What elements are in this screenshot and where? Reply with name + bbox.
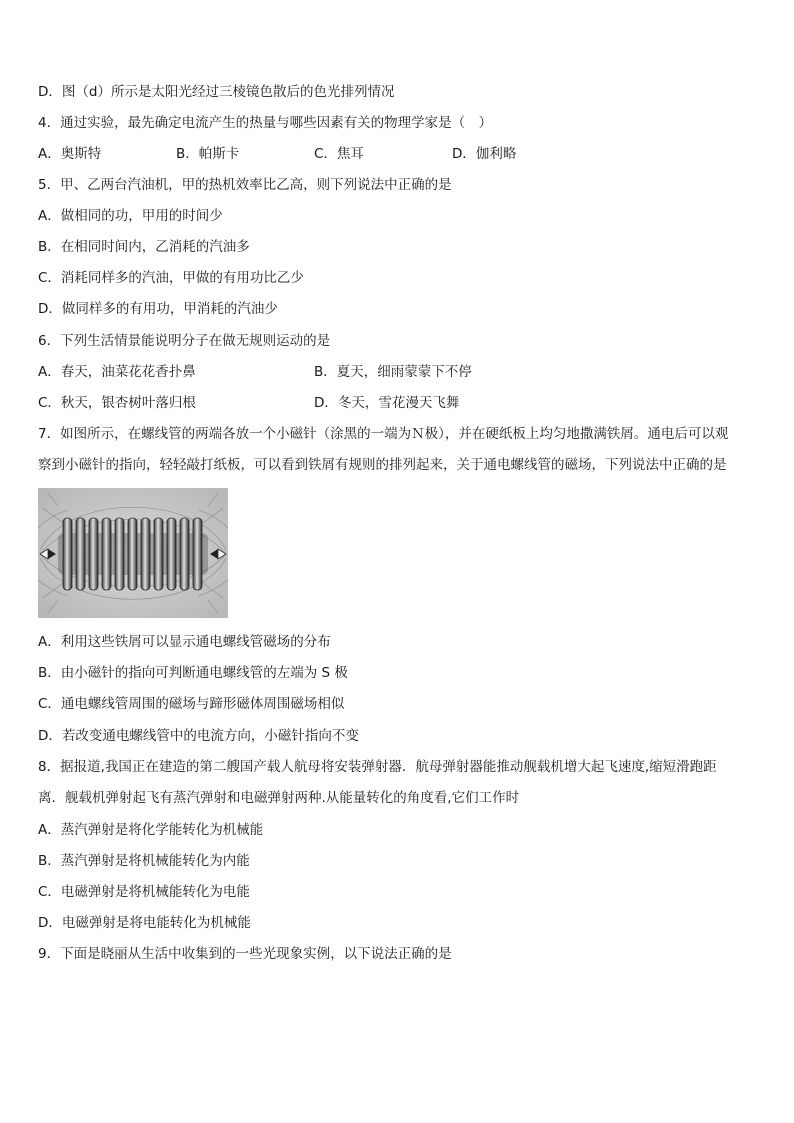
q8-option-c: C．电磁弹射是将机械能转化为电能 — [38, 884, 250, 900]
q3-option-d: D．图（d）所示是太阳光经过三棱镜色散后的色光排列情况 — [38, 84, 395, 100]
q7-option-b: B．由小磁针的指向可判断通电螺线管的左端为 S 极 — [38, 665, 348, 681]
q8-stem-line-1: 8．据报道,我国正在建造的第二艘国产载人航母将安装弹射器．航母弹射器能推动舰载机增大起飞速度,缩短滑跑距 — [38, 759, 717, 775]
q5-option-c: C．消耗同样多的汽油，甲做的有用功比乙少 — [38, 270, 304, 286]
q8-option-b: B．蒸汽弹射是将机械能转化为内能 — [38, 853, 250, 869]
q4-option-d: D．伽利略 — [452, 146, 517, 162]
q6-option-c: C．秋天，银杏树叶落归根 — [38, 395, 196, 411]
q6-stem: 6．下列生活情景能说明分子在做无规则运动的是 — [38, 333, 331, 349]
q7-option-d: D．若改变通电螺线管中的电流方向，小磁针指向不变 — [38, 728, 359, 744]
solenoid-iron-filings-figure — [38, 488, 228, 618]
q6-option-d: D．冬天，雪花漫天飞舞 — [314, 395, 460, 411]
solenoid-coils — [63, 518, 202, 590]
solenoid-figure-svg — [38, 488, 228, 618]
q6-option-a: A．春天，油菜花花香扑鼻 — [38, 364, 196, 380]
q4-option-a: A．奥斯特 — [38, 146, 102, 162]
q4-option-c: C．焦耳 — [314, 146, 364, 162]
q6-option-b: B．夏天，细雨蒙蒙下不停 — [314, 364, 472, 380]
q5-option-d: D．做同样多的有用功，甲消耗的汽油少 — [38, 301, 278, 317]
q7-option-a: A．利用这些铁屑可以显示通电螺线管磁场的分布 — [38, 634, 331, 650]
q4-stem: 4．通过实验，最先确定电流产生的热量与哪些因素有关的物理学家是（ ） — [38, 115, 493, 131]
q5-option-a: A．做相同的功，甲用的时间少 — [38, 208, 223, 224]
q8-stem-line-2: 离．舰载机弹射起飞有蒸汽弹射和电磁弹射两种.从能量转化的角度看,它们工作时 — [38, 790, 520, 806]
q4-option-b: B．帕斯卡 — [176, 146, 240, 162]
q9-stem: 9．下面是晓丽从生活中收集到的一些光现象实例，以下说法正确的是 — [38, 946, 452, 962]
q8-option-d: D．电磁弹射是将电能转化为机械能 — [38, 915, 251, 931]
q7-stem-line-1: 7．如图所示，在螺线管的两端各放一个小磁针（涂黑的一端为Ｎ极），并在硬纸板上均匀地撒满铁屑。通电后可以观 — [38, 426, 729, 442]
q8-option-a: A．蒸汽弹射是将化学能转化为机械能 — [38, 822, 264, 838]
q7-stem-line-2: 察到小磁针的指向，轻轻敲打纸板，可以看到铁屑有规则的排列起来，关于通电螺线管的磁场，下列说法中正确的是 — [38, 457, 727, 473]
q5-option-b: B．在相同时间内，乙消耗的汽油多 — [38, 239, 250, 255]
q7-option-c: C．通电螺线管周围的磁场与蹄形磁体周围磁场相似 — [38, 696, 345, 712]
q5-stem: 5．甲、乙两台汽油机，甲的热机效率比乙高，则下列说法中正确的是 — [38, 177, 452, 193]
